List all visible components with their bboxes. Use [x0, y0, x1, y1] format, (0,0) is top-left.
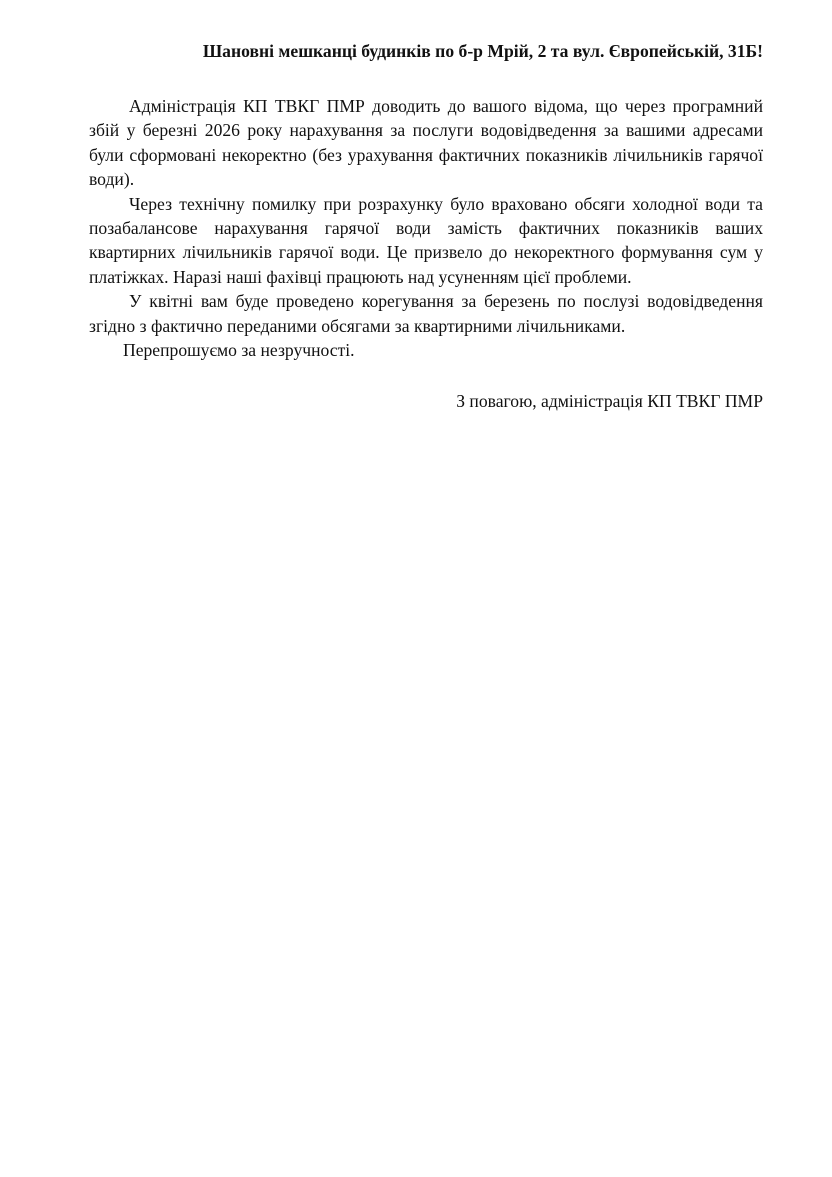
signature: З повагою, адміністрація КП ТВКГ ПМР	[456, 391, 763, 412]
paragraph-announcement: Адміністрація КП ТВКГ ПМР доводить до вашого відома, що через програмний збій у березні 2026 року нарахування за послуги водовідведення за вашими адресами були сформовані некоректно (без урахування фактичних показників лічильників гарячої води).	[89, 96, 763, 190]
document-body	[89, 38, 763, 413]
paragraph-apology: Перепрошуємо за незручності.	[123, 340, 355, 361]
paragraph-explanation: Через технічну помилку при розрахунку було враховано обсяги холодної води та позабалансове нарахування гарячої води замість фактичних показників ваших квартирних лічильників гарячої води. Це призвело до некоректного формування сум у платіжках. Наразі наші фахівці працюють над усуненням цієї проблеми.	[89, 193, 763, 287]
document-heading: Шановні мешканці будинків по б-р Мрій, 2 та вул. Європейській, 31Б!	[202, 41, 763, 61]
paragraph-correction: У квітні вам буде проведено корегування за березень по послузі водовідведення згідно з фактично переданими обсягами за квартирними лічильниками.	[89, 291, 763, 336]
